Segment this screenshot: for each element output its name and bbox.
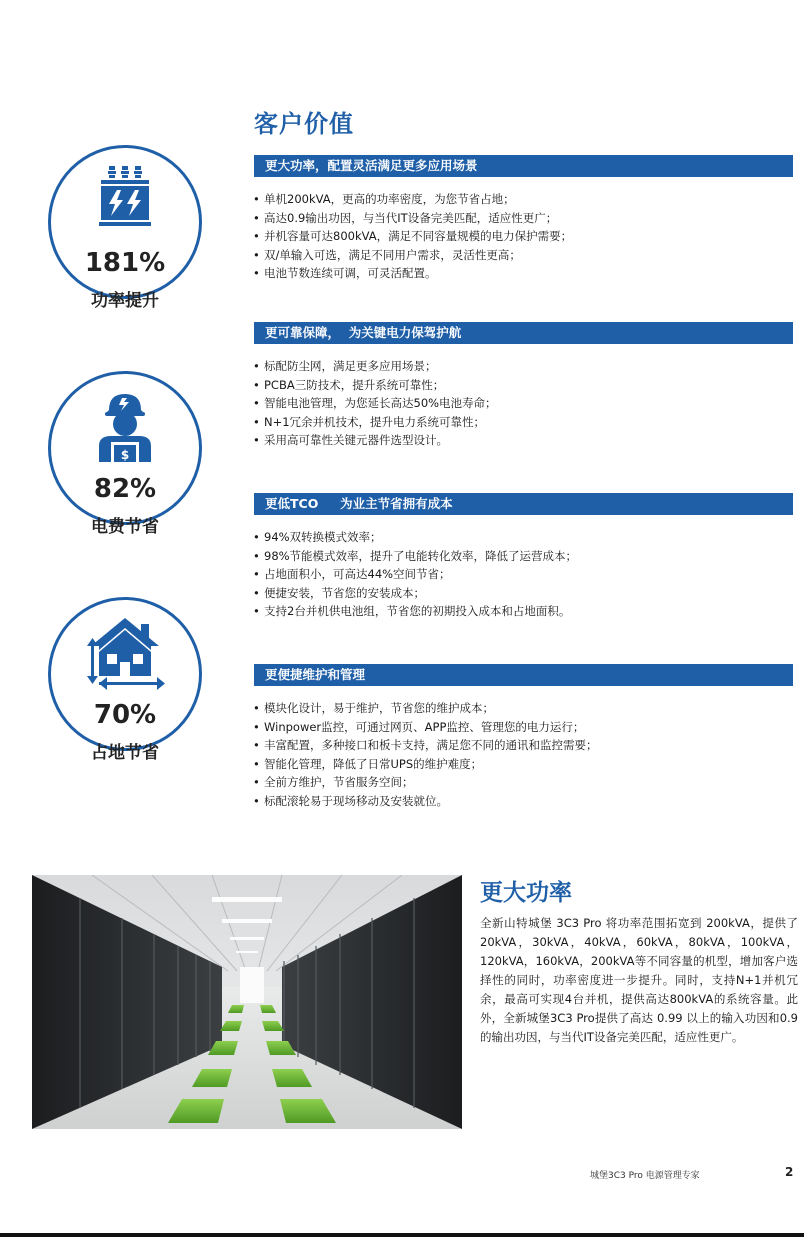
list-item: • 并机容量可达800kVA，满足不同容量规模的电力保护需要； [252, 227, 572, 246]
feature-paragraph: 全新山特城堡 3C3 Pro 将功率范围拓宽到 200kVA，提供了20kVA，30kVA，40kVA，60kVA，80kVA，100kVA，120kVA，160kVA，200kVA等不同容量的机型，增加客户选择性的同时，功率密度进一步提升。同时，支持N+1并机冗余，最高可实现4台并机，提供高达800kVA的系统容量。此外，全新城堡3C3 Pro提供了高达 0.99 以上的输入功因和0.9的输出功因，与当代IT设备完美匹配，适应性更广。 [480, 916, 798, 1044]
highlight-caption: 占地节省 [91, 743, 159, 763]
list-item: • 采用高可靠性关键元器件选型设计。 [252, 431, 497, 450]
list-item: • 标配滚轮易于现场移动及安装就位。 [252, 792, 598, 811]
list-item: • 模块化设计，易于维护，节省您的维护成本； [252, 699, 598, 718]
list-item: • 智能化管理，降低了日常UPS的维护难度； [252, 755, 598, 774]
highlight-caption: 功率提升 [91, 291, 159, 311]
list-item: • 94%双转换模式效率； [252, 528, 577, 547]
feature-title: 更大功率 [480, 880, 572, 906]
data-center-photo [32, 875, 462, 1129]
highlight-percent: 181% [84, 248, 166, 278]
highlight-circle-area [48, 597, 202, 763]
list-item: • 便捷安装，节省您的安装成本； [252, 584, 577, 603]
list-item: • 丰富配置，多种接口和板卡支持，满足您不同的通讯和监控需要； [252, 736, 598, 755]
list-item: • N+1冗余并机技术，提升电力系统可靠性； [252, 413, 497, 432]
list-item: • 全前方维护，节省服务空间； [252, 773, 598, 792]
list-item: • 98%节能模式效率，提升了电能转化效率，降低了运营成本； [252, 547, 577, 566]
section-title-reliability: 更可靠保障， 为关键电力保驾护航 [254, 322, 793, 344]
list-item: • 标配防尘网，满足更多应用场景； [252, 357, 497, 376]
section-list-maintenance [252, 699, 598, 810]
list-item: • 高达0.9输出功因，与当代IT设备完美匹配，适应性更广； [252, 209, 572, 228]
section-title-maintenance: 更便捷维护和管理 [254, 664, 793, 686]
page-number: 2 [785, 1165, 794, 1179]
page-title: 客户价值 [254, 110, 354, 138]
section-list-tco [252, 528, 577, 621]
list-item: • Winpower监控，可通过网页、APP监控、管理您的电力运行； [252, 718, 598, 737]
highlight-circle-cost [48, 371, 202, 537]
section-list-reliability [252, 357, 497, 450]
highlight-percent: 82% [93, 474, 157, 504]
highlight-circle-power [48, 145, 202, 311]
list-item: • 占地面积小，可高达44%空间节省； [252, 565, 577, 584]
highlight-percent: 70% [93, 700, 157, 730]
house-area-icon [85, 614, 165, 690]
highlight-caption: 电费节省 [91, 517, 159, 537]
svg-text:$: $ [120, 448, 130, 462]
section-title-tco: 更低TCO 为业主节省拥有成本 [254, 493, 793, 515]
footer-text: 城堡3C3 Pro 电源管理专家 [590, 1171, 700, 1181]
section-title-power: 更大功率，配置灵活满足更多应用场景 [254, 155, 793, 177]
section-list-power [252, 190, 572, 283]
technician-cost-icon [95, 388, 155, 462]
list-item: • 单机200kVA，更高的功率密度，为您节省占地； [252, 190, 572, 209]
list-item: • PCBA三防技术，提升系统可靠性； [252, 376, 497, 395]
power-transformer-icon [97, 164, 153, 228]
list-item: • 双/单输入可选，满足不同用户需求，灵活性更高； [252, 246, 572, 265]
bottom-rule [0, 1233, 804, 1237]
list-item: • 智能电池管理，为您延长高达50%电池寿命； [252, 394, 497, 413]
list-item: • 电池节数连续可调，可灵活配置。 [252, 264, 572, 283]
list-item: • 支持2台并机供电池组，节省您的初期投入成本和占地面积。 [252, 602, 577, 621]
